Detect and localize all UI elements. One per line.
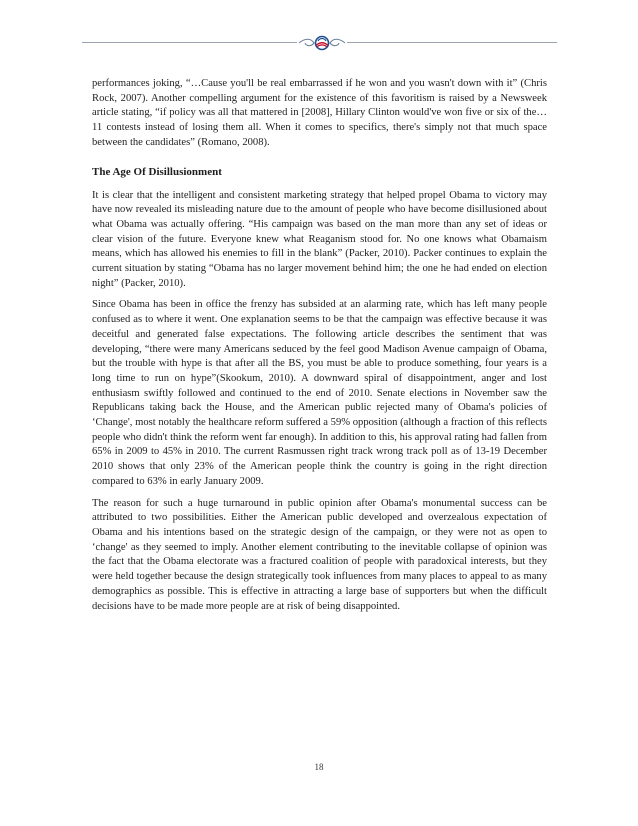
paragraph-3: Since Obama has been in office the frenzy has subsided at an alarming rate, which has left many people confused as to where it went. One explanation seems to be that the campaign was effective because it was deceitful and generated false expectations. The following article describes the sentiment that was developing, “there were many Americans seduced by the feel good Madison Avenue campaign of Obama, but the trouble with hype is that after all the BS, you must be able to produce something, four years is a long time to run on hype”(Skookum, 2010). A downward spiral of disappointment, anger and lost enthusiasm swiftly followed and continued to the end of 2010. Senate elections in November saw the Republicans taking back the House, and the American public rejected many of Obama's policies of ‘Change', most notably the healthcare reform suffered a 59% opposition (although a fraction of this reflects people who didn't think the reform went far enough). In addition to this, his approval rating had fallen from 65% in 2009 to 45% in 2010. The current Rasmussen right track wrong track poll as of 13-19 December 2010 shows that only 23% of the American people think the country is going in the right direction compared to 63% in early January 2009. (92, 299, 547, 487)
paragraph-1: performances joking, “…Cause you'll be real embarrassed if he won and you wasn't down with it” (Chris Rock, 2007). Another compelling argument for the existence of this favoritism is raised by a Newsweek article stating, “if policy was all that mattered in [2008], Hillary Clinton would've won five or six of the…11 contests instead of losing them all. When it comes to specifics, there's simply not that much space between the candidates” (Romano, 2008). (92, 78, 547, 148)
paragraph-2: It is clear that the intelligent and consistent marketing strategy that helped propel Obama to victory may have now revealed its misleading nature due to the amount of people who have become disillusioned about what Obama was actually offering. “His campaign was based on the man more than any set of ideas or clear vision of the future. Everyone knew what Reaganism stood for. No one knows what Obamaism means, which has allowed his enemies to fill in the blank” (Packer, 2010). Packer continues to explain the current situation by stating “Obama has no larger movement behind him; the one he had ended on election night” (Packer, 2010). (92, 189, 547, 289)
section-heading: The Age Of Disillusionment (92, 165, 222, 178)
page-content (92, 77, 547, 621)
page-number: 18 (314, 762, 324, 772)
paragraph-4: The reason for such a huge turnaround in public opinion after Obama's monumental success can be attributed to two possibilities. Either the American public developed and overzealous expectation of Obama and his intentions based on the strategic design of the campaign, or they were not as open to ‘change' as they seemed to imply. Another element contributing to the inevitable collapse of opinion was the fact that the Obama electorate was a fractured coalition of people with paradoxical interests, but they were held together because the design strategically took influences from many places to appeal to as many demographics as possible. This is effective in attracting a large base of supporters but when the difficult decisions have to be made more people are at risk of being disappointed. (92, 497, 547, 612)
obama-logo-icon (297, 35, 347, 51)
